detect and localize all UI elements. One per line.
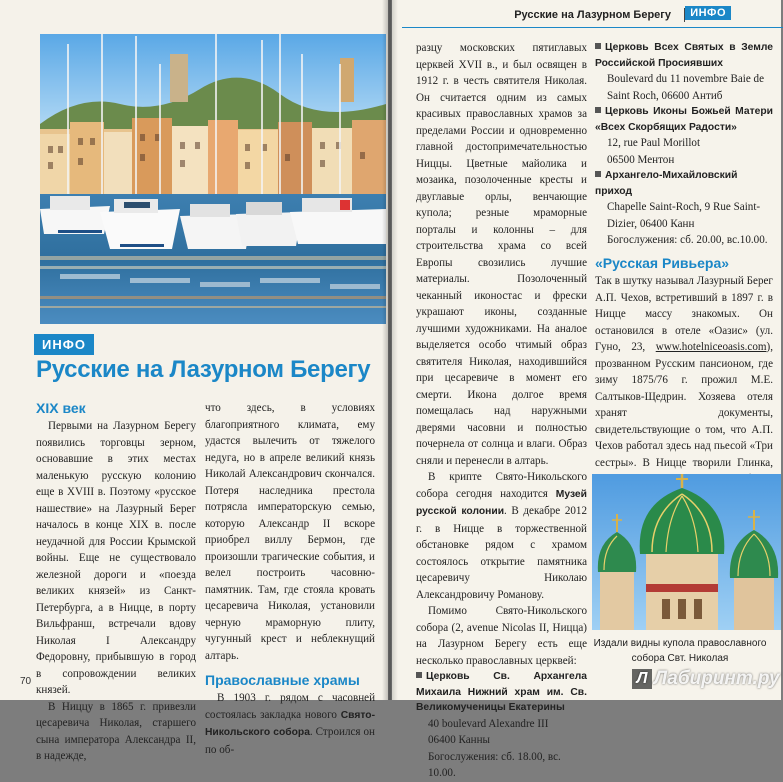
museum-name: Музей русской колонии	[416, 488, 587, 517]
right-column-2	[595, 40, 773, 537]
cathedral-domes-photo	[592, 474, 781, 630]
right-page	[392, 0, 781, 779]
info-badge: ИНФО	[34, 334, 94, 355]
church-address: Chapelle Saint-Roch, 9 Rue Saint-Dizier, 06400 Канн	[607, 201, 761, 230]
bullet-square-icon	[595, 171, 601, 177]
photo-caption: Издали видны купола православного собора Свт. Николая	[593, 638, 767, 664]
bullet-square-icon	[595, 107, 601, 113]
paragraph: Так в шутку называл Лазурный Берег А.П. Чехов, встретивший в 1897 г. в Ницце массу знакомых. Он остановился в отеле «Оазис» (ул. Гуно, 23, www.hotelniceoasis.com), прозванном Русским пансионом, где зиму 1875/76 г. прожил М.Е. Салтыков-Щедрин. Хозяева отеля хранят документы, свидетельствующие о том, что А.П. Чехов работал здесь над пьесой «Три сестры». В Ницце творили Глинка,	[595, 275, 773, 469]
paragraph: Помимо Свято-Никольского собора (2, avenue Nicolas II, Ницца) на Лазурном Берегу есть еще несколько православных церквей:	[416, 605, 587, 667]
church-entry	[416, 669, 587, 782]
church-address: Boulevard du 11 novembre Baie de Saint Roch, 06600 Антиб	[607, 73, 765, 102]
labirint-logo-icon: Л	[632, 669, 652, 689]
hotel-website-link[interactable]: www.hotelniceoasis.com	[655, 341, 767, 353]
page-title: Русские на Лазурном Берегу	[36, 356, 371, 383]
church-hours: Богослужения: сб. 18.00, вс. 10.00.	[428, 750, 561, 779]
labirint-watermark: Л Лабиринт.ру	[632, 668, 780, 694]
church-name: Церковь Иконы Божьей Матери «Всех Скорбящих Радости»	[595, 106, 773, 133]
left-page	[0, 0, 388, 762]
church-address: 40 boulevard Alexandre III	[428, 717, 549, 730]
church-hours: Богослужения: сб. 20.00, вс.10.00.	[607, 234, 768, 246]
section-heading-19th-century: XIX век	[36, 400, 86, 416]
paragraph: разцу московских пятиглавых церквей XVII в., и был освящен в 1912 г. в честь святителя Николая. Он считается одним из самых красивых православных храмов за пределами России и одновременно главной достопримечательностью Ниццы. Цветные майолика и мозаика, позолоченные кресты и двуглавые орлы, венчающие купола; резные мраморные порталы и колонны – для строительства храма со всей Европы свозились лучшие материалы. Позолоченный чеканный иконостас и фрески украшают иконы, созданные лучшими художниками. На аналое выделяется особо чтимый образ святителя Николая, находившийся при цесаревиче в момент его смерти. Икона долгое время помещалась над наружными дверями часовни и полностью почернела от солнца и влаги. Образ сняли и перенесли в алтарь.	[416, 42, 587, 467]
church-name: Церковь Всех Святых в Земле Российской Просиявших	[595, 42, 773, 69]
bullet-square-icon	[595, 43, 601, 49]
bullet-square-icon	[416, 672, 422, 678]
section-heading-orthodox-churches: Православные храмы	[205, 672, 360, 688]
header-rule	[402, 27, 783, 28]
cathedral-name: Свято-Никольского собора	[205, 709, 375, 738]
header-info-badge: ИНФО	[685, 6, 731, 20]
church-entry	[595, 104, 773, 168]
church-address: 06500 Ментон	[607, 153, 675, 166]
book-spine-gutter	[382, 0, 398, 700]
paragraph: В Ниццу в 1865 г. привезли цесаревича Николая, старшего сына императора Александра II, в надежде,	[36, 700, 196, 762]
church-address: 06400 Канны	[428, 734, 491, 746]
paragraph: что здесь, в условиях благоприятного климата, ему удастся вылечить от тяжелого недуга, но в апреле великий князь Николай Александрович скончался. Потеря наследника престола потрясла императорскую семью, которую Александр II вскоре приобрел виллу Бермон, где произошли трагические события, и велел построить часовню-памятник. Там, где стояла кровать цесаревича Николая, установили черную мраморную плиту, чугунный крест и неблекнущий алтарь.	[205, 402, 375, 662]
church-name: Архангело-Михайловский приход	[595, 170, 738, 197]
header-text: Русские на Лазурном Берегу	[514, 9, 671, 21]
church-entry	[595, 168, 773, 249]
right-column-1	[416, 40, 587, 782]
page-number: 70	[20, 676, 32, 687]
section-heading-russian-riviera: «Русская Ривьера»	[595, 254, 730, 271]
running-header	[394, 0, 781, 30]
cannes-harbor-photo	[40, 34, 386, 324]
church-name: Церковь Св. Архангела Михаила Нижний храм им. Св. Великомученицы Екатерины	[416, 671, 587, 713]
paragraph: В 1903 г. рядом с часовней состоялась закладка нового Свято-Никольского собора. Строился он по об-	[205, 692, 375, 756]
church-entry	[595, 40, 773, 104]
paragraph: Первыми на Лазурном Берегу появились торговцы зерном, основавшие в этих местах маленькую русскую колонию еще в XVIII в. Поэтому «русское нашествие» на Лазурный Берег началось в конце XIX в. после неудачной для России Крымской войны. Еще не существовало железной дороги и «поезда великих князей» из Санкт-Петербурга, а в Ницце, в порту Вильфранш, встречали вдову Николая I Александру Федоровну, прибывшую в город в сопровождении великих князей.	[36, 420, 196, 696]
left-column-2	[205, 400, 375, 758]
paragraph: В крипте Свято-Никольского собора сегодня находится Музей русской колонии. В декабре 2012 г. в Ницце в торжественной обстановке рядом с храмом состоялось открытие памятника цесаревичу Николаю Александровичу Романову.	[416, 471, 588, 601]
left-column-1	[36, 400, 196, 765]
church-address: 12, rue Paul Morillot	[607, 137, 701, 149]
